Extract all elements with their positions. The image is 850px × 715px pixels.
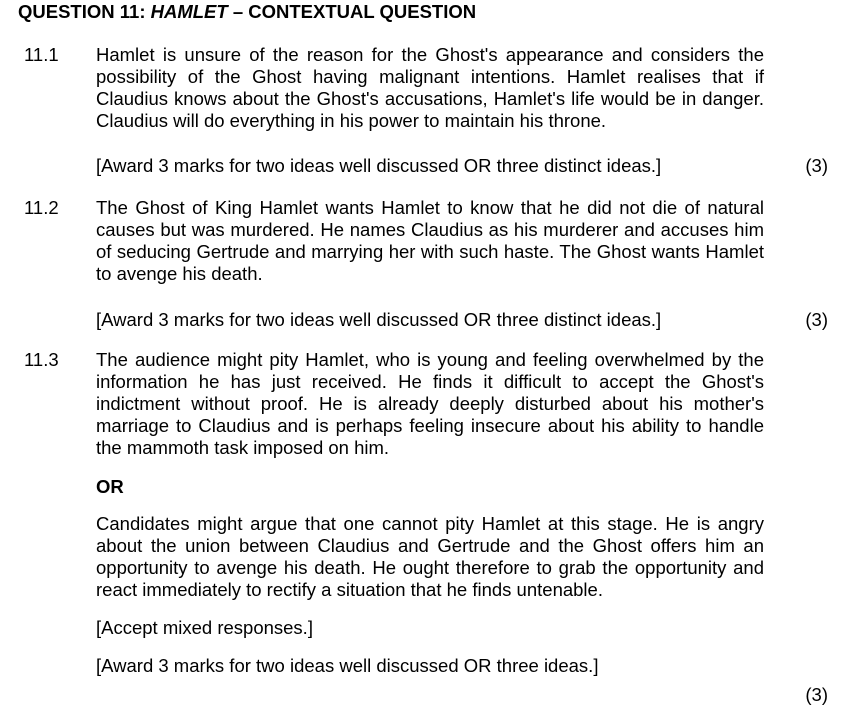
item-marks-11-3: (3): [805, 684, 828, 705]
item-text-11-2: The Ghost of King Hamlet wants Hamlet to know that he did not die of natural causes but was murdered. He names Claudius as his murderer and accuses him of seducing Gertrude and marrying her with such haste. The Ghost wants Hamlet to avenge his death.: [96, 197, 764, 284]
play-title: HAMLET: [150, 1, 228, 22]
question-title-rest: – CONTEXTUAL QUESTION: [227, 1, 477, 22]
item-award-11-2: [Award 3 marks for two ideas well discussed OR three distinct ideas.]: [96, 309, 662, 330]
or-divider: OR: [96, 476, 124, 497]
item-marks-11-2: (3): [805, 309, 828, 330]
item-text-11-3: The audience might pity Hamlet, who is young and feeling overwhelmed by the information he has just received. He finds it difficult to accept the Ghost's indictment without proof. He is already deeply disturbed about his mother's marriage to Claudius and is perhaps feeling insecure about his ability to handle the mammoth task imposed on him.: [96, 349, 764, 458]
question-heading: [18, 1, 476, 23]
item-award-11-3: [Award 3 marks for two ideas well discussed OR three ideas.]: [96, 655, 599, 676]
item-award-11-1: [Award 3 marks for two ideas well discussed OR three distinct ideas.]: [96, 155, 662, 176]
item-text-11-1: Hamlet is unsure of the reason for the Ghost's appearance and considers the possibility of the Ghost having malignant intentions. Hamlet realises that if Claudius knows about the Ghost's accusations, Hamlet's life would be in danger. Claudius will do everything in his power to maintain his throne.: [96, 44, 764, 131]
question-prefix: QUESTION 11:: [18, 1, 151, 22]
item-number-11-1: 11.1: [24, 44, 59, 65]
item-marks-11-1: (3): [805, 155, 828, 176]
item-accept-11-3: [Accept mixed responses.]: [96, 617, 313, 638]
item-text2-11-3: Candidates might argue that one cannot pity Hamlet at this stage. He is angry about the union between Claudius and Gertrude and the Ghost offers him an opportunity to avenge his death. He ought therefore to grab the opportunity and react immediately to rectify a situation that he finds untenable.: [96, 513, 764, 600]
item-number-11-2: 11.2: [24, 197, 59, 218]
item-number-11-3: 11.3: [24, 349, 59, 370]
